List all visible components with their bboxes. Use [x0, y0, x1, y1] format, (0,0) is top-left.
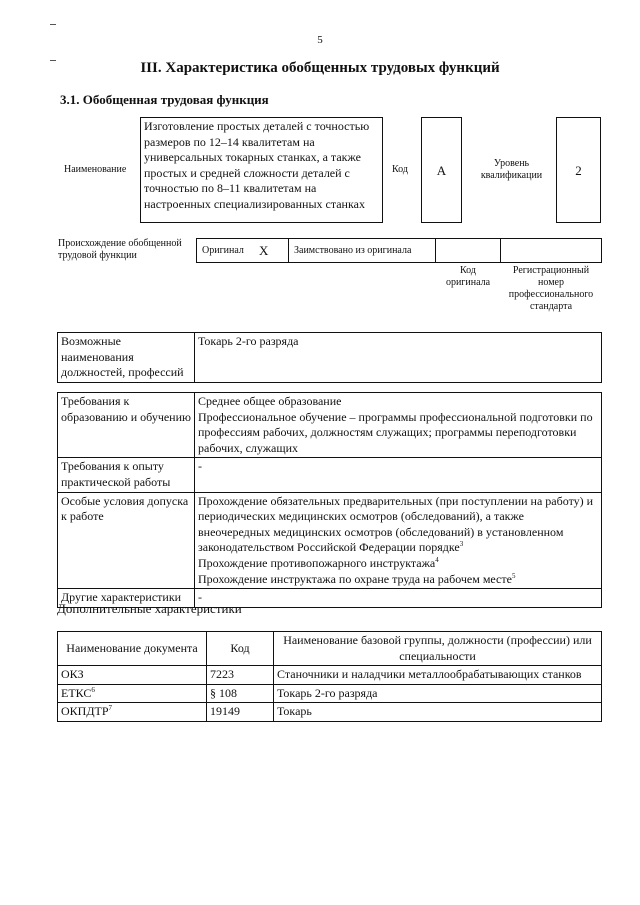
code-value: A [436, 163, 447, 178]
table-row [58, 393, 602, 458]
subsection-title: 3.1. Обобщенная трудовая функция [60, 92, 269, 107]
experience-label: Требования к опыту практической работы [58, 458, 195, 492]
table-row [58, 492, 602, 589]
code-original-caption: Код оригинала [445, 265, 491, 288]
other-value: - [195, 589, 602, 608]
conditions-label: Особые условия допуска к работе [58, 492, 195, 589]
code-box [421, 117, 462, 223]
footnote-ref: 5 [511, 571, 516, 580]
footnote-ref: 6 [91, 685, 95, 694]
conditions-line: Прохождение инструктажа по охране труда на рабочем месте$^5$ [198, 571, 516, 586]
other-label: Другие характеристики [58, 589, 195, 608]
code-label: Код [392, 164, 408, 175]
table-row [58, 684, 602, 703]
footnote-ref: 4 [435, 555, 439, 564]
education-label: Требования к образованию и обучению [58, 393, 195, 458]
name-cell: Станочники и наладчики металлообрабатывающих станков [274, 666, 602, 685]
origin-row [196, 238, 602, 263]
code-cell: § 108 [207, 684, 274, 703]
doc-cell: ОКПДТР$^7$ [58, 703, 207, 722]
requirements-table [57, 392, 602, 608]
footnote-ref: 7 [108, 704, 113, 713]
doc-cell: ОКЗ [58, 666, 207, 685]
scan-mark [50, 24, 56, 25]
positions-label: Возможные наименования должностей, профессий [58, 333, 195, 383]
name-cell: Токарь 2-го разряда [274, 684, 602, 703]
original-label: Оригинал [202, 245, 244, 256]
page-number: 5 [317, 34, 323, 46]
doc-cell: ЕТКС$^6$ [58, 684, 207, 703]
level-label: Уровень квалификации [480, 158, 543, 181]
education-line: Среднее общее образование [198, 394, 342, 408]
section-title: III. Характеристика обобщенных трудовых функций [140, 60, 500, 76]
positions-table [57, 332, 602, 383]
table-row [58, 666, 602, 685]
conditions-line: Прохождение обязательных предварительных (при поступлении на работу) и периодических медицинских осмотров (обследований), а также внеочередных медицинских осмотров (обследований) в установленном законодательством Российской Федерации порядке$^3$ [198, 493, 594, 555]
positions-value: Токарь 2-го разряда [195, 333, 602, 383]
table-header-row [58, 632, 602, 666]
additional-table [57, 631, 602, 722]
conditions-value [195, 492, 602, 589]
borrowed-label: Заимствовано из оригинала [294, 245, 412, 256]
level-value: 2 [575, 163, 582, 178]
header-code: Код [207, 632, 274, 666]
table-row [58, 703, 602, 722]
original-mark: X [259, 243, 269, 258]
reg-number-caption: Регистрационный номер профессионального стандарта [508, 265, 594, 312]
name-label: Наименование [64, 164, 127, 175]
conditions-line: Прохождение противопожарного инструктажа$^4$ [198, 555, 439, 570]
experience-value: - [195, 458, 602, 492]
header-doc: Наименование документа [58, 632, 207, 666]
code-cell: 19149 [207, 703, 274, 722]
name-cell: Токарь [274, 703, 602, 722]
education-value [195, 393, 602, 458]
origin-label: Происхождение обобщенной трудовой функции [58, 238, 182, 261]
function-name-box [140, 117, 383, 223]
table-row [58, 458, 602, 492]
additional-title: Дополнительные характеристики [57, 601, 242, 616]
level-box [556, 117, 601, 223]
code-cell: 7223 [207, 666, 274, 685]
footnote-ref: 3 [459, 540, 464, 549]
header-name: Наименование базовой группы, должности (профессии) или специальности [274, 632, 602, 666]
education-line: Профессиональное обучение – программы профессиональной подготовки по профессиям рабочих, должностям служащих; программы переподготовки рабочих, служащих [198, 409, 593, 455]
function-name-value: Изготовление простых деталей с точностью размеров по 12–14 квалитетам на универсальных токарных станках, а также простых и средней сложности деталей с точностью по 8–11 квалитетам на настроенных специализированных станках [144, 119, 370, 211]
